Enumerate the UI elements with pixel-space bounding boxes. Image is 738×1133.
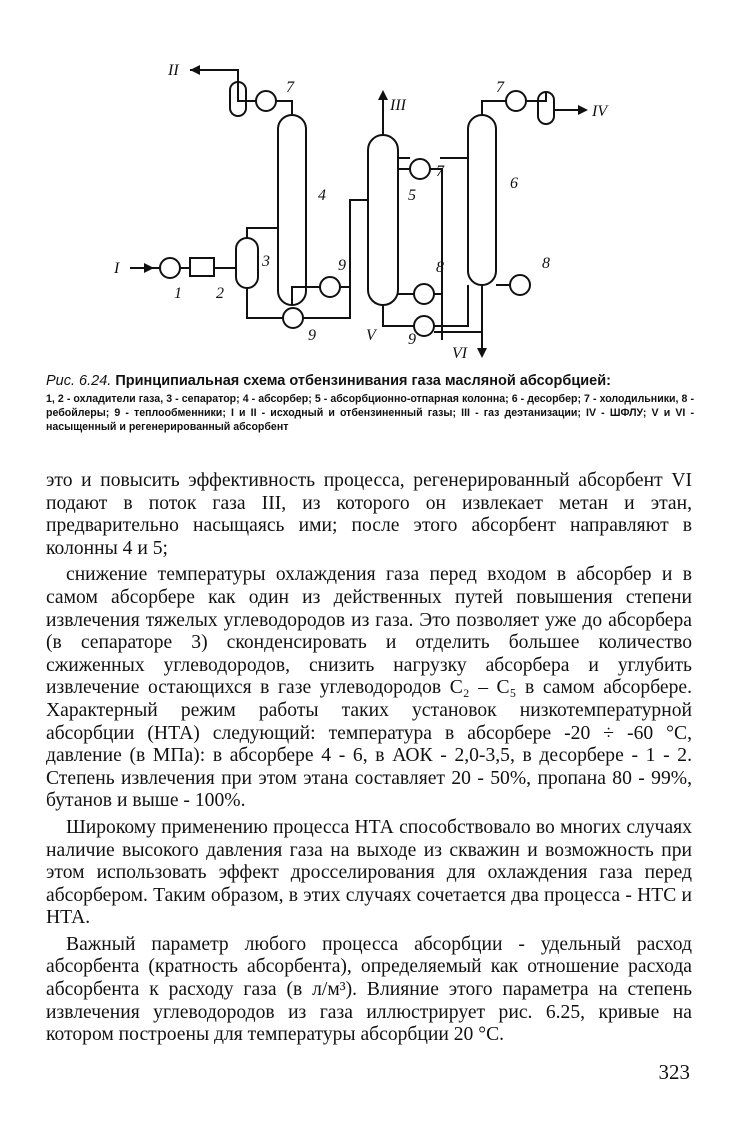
separator-3 bbox=[236, 238, 258, 288]
desorber-column-6 bbox=[468, 115, 496, 285]
label-7c: 7 bbox=[496, 79, 504, 96]
cooler-2 bbox=[190, 258, 214, 276]
label-III: III bbox=[390, 97, 406, 114]
paragraph-1: это и повысить эффективность процесса, регенерированный абсорбент VI подают в поток газа III, из которого он извлекает метан и этан, предварительно насыщаясь ими; после этого абсорбент направляют в колонны 4 и 5; bbox=[46, 470, 692, 559]
figure-caption bbox=[46, 372, 694, 435]
label-7a: 7 bbox=[286, 79, 294, 96]
page-number: 323 bbox=[658, 1060, 690, 1084]
figure-number: Рис. 6.24. bbox=[46, 373, 112, 389]
label-1: 1 bbox=[174, 285, 182, 302]
figure-legend: 1, 2 - охладители газа, 3 - сепаратор; 4 - абсорбер; 5 - абсорбционно-отпарная колонна; 6 - десорбер; 7 - холодильники, 8 - ребойлеры; 9 - теплообменники; I и II - исходный и отбензиненный газы; III - газ деэтанизации; IV - ШФЛУ; V и VI - насыщенный и регенерированный абсорбент bbox=[46, 393, 694, 434]
label-7b: 7 bbox=[436, 163, 444, 180]
body-text bbox=[46, 470, 692, 1047]
absorption-stripping-column-5 bbox=[368, 135, 398, 305]
label-VI: VI bbox=[452, 345, 468, 362]
label-V: V bbox=[366, 327, 376, 344]
cooler-1 bbox=[160, 258, 180, 278]
label-3: 3 bbox=[262, 253, 270, 270]
reboiler-8-right bbox=[510, 275, 530, 295]
heat-exchanger-9-top bbox=[320, 277, 340, 297]
heat-exchanger-9-mid bbox=[414, 316, 434, 336]
label-9b: 9 bbox=[308, 327, 316, 344]
label-II: II bbox=[168, 62, 179, 79]
absorber-column-4 bbox=[278, 115, 306, 305]
cooler-7-mid bbox=[410, 159, 430, 179]
paragraph-4: Важный параметр любого процесса абсорбции - удельный расход абсорбента (кратность абсорбента), определяемый как отношение расхода абсорбента к расходу газа (в л/м³). Влияние этого параметра на степень извлечения углеводородов из газа иллюстрирует рис. 6.25, кривые на котором построены для температуры абсорбции 20 °С. bbox=[46, 933, 692, 1046]
cooler-7-left bbox=[256, 91, 276, 111]
heat-exchanger-9-bottom bbox=[283, 308, 303, 328]
label-9a: 9 bbox=[338, 257, 346, 274]
process-flow-diagram bbox=[90, 40, 650, 370]
paragraph-2: снижение температуры охлаждения газа перед входом в абсорбер и в самом абсорбере как один из действенных путей повышения степени извлечения тяжелых углеводородов из газа. Это позволяет уже до абсорбера (в сепараторе 3) сконденсировать и отделить большее количество сжиженных углеводородов, снизить нагрузку абсорбера и углубить извлечение остающихся в газе углеводородов C₂ – C₅ в самом абсорбере. Характерный режим работы таких установок низкотемпературной абсорбции (НТА) следующий: температура в абсорбере -20 ÷ -60 °С, давление (в МПа): в абсорбере 4 - 6, в АОК - 2,0-3,5, в десорбере - 1 - 2. Степень извлечения при этом этана составляет 20 - 50%, пропана 80 - 99%, бутанов и выше - 100%. bbox=[46, 564, 692, 812]
label-2: 2 bbox=[216, 285, 224, 302]
reboiler-8-mid bbox=[414, 284, 434, 304]
paragraph-3: Широкому применению процесса НТА способствовало во многих случаях наличие высокого давления газа на выходе из скважин и возможность при этом использовать эффект дросселирования для охлаждения газа перед абсорбером. Таким образом, в этих случаях сочетается два процесса - НТС и НТА. bbox=[46, 816, 692, 929]
label-5: 5 bbox=[408, 187, 416, 204]
label-9c: 9 bbox=[408, 331, 416, 348]
caption-title-line bbox=[46, 372, 694, 390]
label-6: 6 bbox=[510, 175, 518, 192]
figure-title: Принципиальная схема отбензинивания газа масляной абсорбцией: bbox=[115, 373, 611, 389]
cooler-7-right bbox=[506, 91, 526, 111]
label-8b: 8 bbox=[542, 255, 550, 272]
label-IV: IV bbox=[592, 103, 608, 120]
label-8a: 8 bbox=[436, 259, 444, 276]
label-I: I bbox=[114, 260, 120, 277]
label-4: 4 bbox=[318, 187, 326, 204]
